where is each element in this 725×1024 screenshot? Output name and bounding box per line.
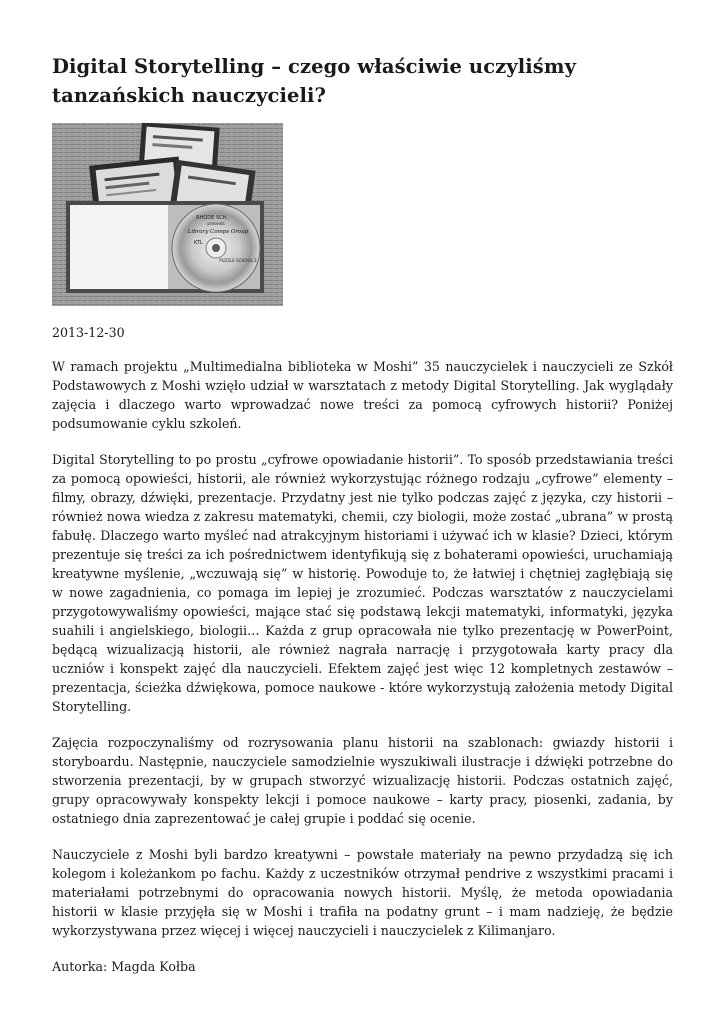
cd-label-line: RHODE SCH. — [196, 215, 228, 221]
article-paragraph: Zajęcia rozpoczynaliśmy od rozrysowania planu historii na szablonach: gwiazdy historii i storyboardu. Następnie, nauczyciele samodzielnie wyszukiwali ilustracje i dźwięki potrzebne do stworzenia prezentacji, by w grupach stworzyć wizualizację historii. Podczas ostatnich zajęć, grupy opracowywały konspekty lekcji i pomoce naukowe – karty pracy, piosenki, zadania, by ostatniego dnia zaprezentować je całej grupie i poddać się ocenie. — [52, 735, 673, 826]
article-date: 2013-12-30 — [52, 325, 125, 340]
article-author: Autorka: Magda Kołba — [52, 959, 196, 974]
cd-case-open — [66, 201, 264, 293]
article-title: Digital Storytelling – czego właściwie uczyliśmy tanzańskich nauczycieli? — [52, 55, 577, 107]
cd-label-line: Library Comps Group — [187, 229, 249, 235]
cd-label-line: KTL — [194, 240, 203, 246]
article — [52, 52, 673, 976]
article-photo — [52, 123, 283, 306]
article-paragraph: W ramach projektu „Multimedialna biblioteka w Moshi” 35 nauczycielek i nauczycieli ze Szkół Podstawowych z Moshi wzięło udział w warsztatach z metody Digital Storytelling. Jak wyglądały zajęcia i dlaczego warto wprowadzać nowe treści za pomocą cyfrowych historii? Poniżej podsumowanie cyklu szkoleń. — [52, 359, 673, 431]
cd-label-line: PUZZLE SCHOOL 2 — [219, 258, 257, 263]
article-paragraph: Digital Storytelling to po prostu „cyfrowe opowiadanie historii”. To sposób przedstawiania treści za pomocą opowieści, historii, ale również wykorzystując różnego rodzaju „cyfrowe” elementy – filmy, obrazy, dźwięki, prezentacje. Przydatny jest nie tylko podczas zajęć z języka, czy historii – również nowa wiedza z zakresu matematyki, chemii, czy biologii, może zostać „ubrana” w prostą fabułę. Dlaczego warto myśleć nad atrakcyjnym historiami i używać ich w klasie? Dzieci, którym prezentuje się treści za ich pośrednictwem identyfikują się z bohaterami opowieści, uruchamiają kreatywne myślenie, „wczuwają się” w historię. Powoduje to, że łatwiej i chętniej zagłębiają się w nowe zagadnienia, co pomaga im lepiej je zrozumieć. Podczas warsztatów z nauczycielami przygotowywaliśmy opowieści, mające stać się podstawą lekcji matematyki, informatyki, języka suahili i angielskiego, biologii… Każda z grup opracowała nie tylko prezentację w PowerPoint, będącą wizualizacją historii, ale również nagrała narrację i przygotowała karty pracy dla uczniów i konspekt zajęć dla nauczycieli. Efektem zajęć jest więc 12 kompletnych zestawów – prezentacja, ścieżka dźwiękowa, pomoce naukowe - które wykorzystują założenia metody Digital Storytelling. — [52, 452, 673, 714]
article-paragraph: Nauczyciele z Moshi byli bardzo kreatywni – powstałe materiały na pewno przydadzą się ich kolegom i koleżankom po fachu. Każdy z uczestników otrzymał pendrive z wszystkimi pracami i materiałami potrzebnymi do opracowania nowych historii. Myślę, że metoda opowiadania historii w klasie przyjęła się w Moshi i trafiła na podatny grunt – i mam nadzieję, że będzie wykorzystywana przez więcej i więcej nauczycieli i nauczycielek z Kilimanjaro. — [52, 847, 673, 938]
cd-label-line: presents — [207, 221, 225, 226]
